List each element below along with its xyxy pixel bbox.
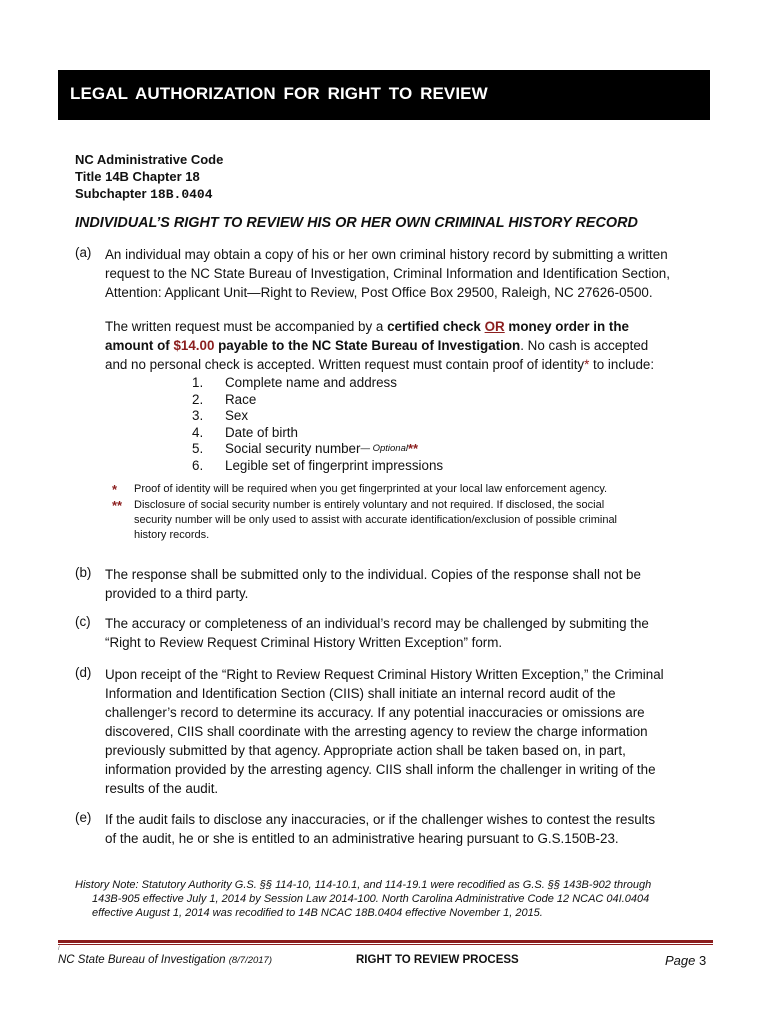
footnote-mark: * <box>112 482 118 497</box>
list-item <box>192 375 443 392</box>
footnote-line: Proof of identity will be required when you get fingerprinted at your local law enforcement agency. <box>134 483 608 495</box>
list-text: Legible set of fingerprint impressions <box>225 457 444 473</box>
list-text: Race <box>225 391 257 407</box>
section-e-line: of the audit, he or she is entitled to an administrative hearing pursuant to G.S.150B-23. <box>105 831 619 846</box>
section-a-text <box>105 245 705 302</box>
section-b-text <box>105 565 705 603</box>
list-item <box>192 425 443 442</box>
section-d-line: information provided by the arresting agency. CIIS shall inform the challenger in writing of the <box>105 762 656 777</box>
payment-requirements <box>105 317 705 374</box>
section-a-line: request to the NC State Bureau of Investigation, Criminal Information and Identification Section, <box>105 266 670 281</box>
footnote-text <box>134 498 702 543</box>
page-label: Page <box>665 953 699 968</box>
code-line-3-prefix: Subchapter <box>75 186 151 201</box>
footnote <box>112 482 702 497</box>
list-number: 2. <box>192 391 204 407</box>
list-number: 1. <box>192 375 204 390</box>
payment-line-2 <box>105 336 705 355</box>
money-order-text: money order in the <box>504 319 629 334</box>
asterisk-mark: * <box>584 357 590 372</box>
page-title: LEGAL AUTHORIZATION FOR RIGHT TO REVIEW <box>70 84 488 103</box>
history-line: effective August 1, 2014 was recodified to 14B NCAC 18B.0404 effective November 1, 2015. <box>92 907 543 919</box>
code-reference <box>75 151 223 203</box>
include-text: to include: <box>589 357 655 372</box>
certified-check-text: certified check <box>387 319 485 334</box>
history-line: History Note: Statutory Authority G.S. §§ 114-10, 114-10.1, and 114-19.1 were recodified as G.S. §§ 143B-902 through <box>75 879 652 891</box>
footnote-line: security number will be only used to assist with accurate identification/exclusion of possible criminal <box>134 514 618 526</box>
code-line-2: Title 14B Chapter 18 <box>75 169 200 184</box>
footer-agency-name: NC State Bureau of Investigation <box>58 954 229 966</box>
history-note <box>75 878 715 920</box>
section-b-line: The response shall be submitted only to the individual. Copies of the response shall not be <box>105 567 641 582</box>
list-text: Date of birth <box>225 424 298 440</box>
title-banner <box>58 70 710 120</box>
section-c-text <box>105 614 705 652</box>
section-a-line: Attention: Applicant Unit—Right to Review, Post Office Box 29500, Raleigh, NC 27626-0500. <box>105 285 653 300</box>
section-e-letter: (e) <box>75 810 92 825</box>
payment-text: The written request must be accompanied by a <box>105 319 388 334</box>
list-item <box>192 392 443 409</box>
footer-agency <box>58 954 272 966</box>
section-d-letter: (d) <box>75 665 92 680</box>
footnote-line: history records. <box>134 529 210 541</box>
page-number <box>665 953 706 968</box>
section-e-text <box>105 810 705 848</box>
section-d-line: results of the audit. <box>105 781 219 796</box>
list-item <box>192 441 443 458</box>
section-b-letter: (b) <box>75 565 92 580</box>
code-line-1: NC Administrative Code <box>75 152 224 167</box>
identity-text: and no personal check is accepted. Written request must contain proof of identity <box>105 357 585 372</box>
double-asterisk-mark: ** <box>407 441 419 456</box>
code-line-3 <box>75 185 223 203</box>
section-c-line: “Right to Review Request Criminal History Written Exception” form. <box>105 635 503 650</box>
footer-title: RIGHT TO REVIEW PROCESS <box>356 954 519 966</box>
list-number: 6. <box>192 457 204 473</box>
payment-line-1 <box>105 317 705 336</box>
section-c-letter: (c) <box>75 614 91 629</box>
payment-line-3 <box>105 355 705 374</box>
history-line: 143B-905 effective July 1, 2014 by Session Law 2014-100. North Carolina Administrative Code 12 NCAC 04I.0404 <box>92 893 650 905</box>
footnote <box>112 498 702 543</box>
section-d-line: Information and Identification Section (CIIS) shall initiate an internal record audit of the <box>105 686 616 701</box>
identity-requirements-list <box>192 375 443 474</box>
or-text: OR <box>484 319 505 334</box>
footnote-text <box>134 482 702 497</box>
section-d-line: Upon receipt of the “Right to Review Request Criminal History Written Exception,” the Criminal <box>105 667 664 682</box>
footnote-mark: ** <box>112 498 123 513</box>
section-e-line: If the audit fails to disclose any inaccuracies, or if the challenger wishes to contest the results <box>105 812 656 827</box>
list-item <box>192 408 443 425</box>
list-number: 3. <box>192 408 204 423</box>
footer-divider <box>58 940 713 943</box>
section-b-line: provided to a third party. <box>105 586 249 601</box>
list-text: Social security number <box>225 441 361 456</box>
amount-label: amount of <box>105 338 174 353</box>
section-d-text <box>105 665 705 798</box>
footer-date: (8/7/2017) <box>228 955 272 966</box>
footer-divider-thin <box>58 944 713 945</box>
no-cash-text: . No cash is accepted <box>520 338 649 353</box>
list-number: 4. <box>192 424 204 440</box>
section-a-letter: (a) <box>75 245 92 260</box>
footer-tick-mark: / <box>58 946 60 952</box>
section-d-line: discovered, CIIS shall coordinate with the arresting agency to review the charge information <box>105 724 648 739</box>
footnotes <box>112 482 702 543</box>
section-a-line: An individual may obtain a copy of his or her own criminal history record by submitting a written <box>105 247 668 262</box>
section-d-line: challenger’s record to determine its accuracy. If any potential inaccuracies or omissions are <box>105 705 645 720</box>
list-text: Sex <box>225 408 249 423</box>
payable-to-text: payable to the NC State Bureau of Investigation <box>214 338 521 353</box>
page-num-value: 3 <box>698 953 707 968</box>
section-c-line: The accuracy or completeness of an individual’s record may be challenged by submiting the <box>105 616 649 631</box>
list-text: Complete name and address <box>225 375 397 390</box>
footnote-line: Disclosure of social security number is entirely voluntary and not required. If disclosed, the social <box>134 499 605 511</box>
optional-label: — Optional <box>360 443 408 454</box>
list-item <box>192 458 443 475</box>
section-d-line: previously submitted by that agency. Appropriate action shall be taken based on, in part, <box>105 743 626 758</box>
code-line-3-code: 18B.0404 <box>150 187 213 202</box>
section-heading: INDIVIDUAL’S RIGHT TO REVIEW HIS OR HER OWN CRIMINAL HISTORY RECORD <box>75 215 638 231</box>
fee-amount: $14.00 <box>173 338 215 353</box>
list-number: 5. <box>192 441 204 456</box>
